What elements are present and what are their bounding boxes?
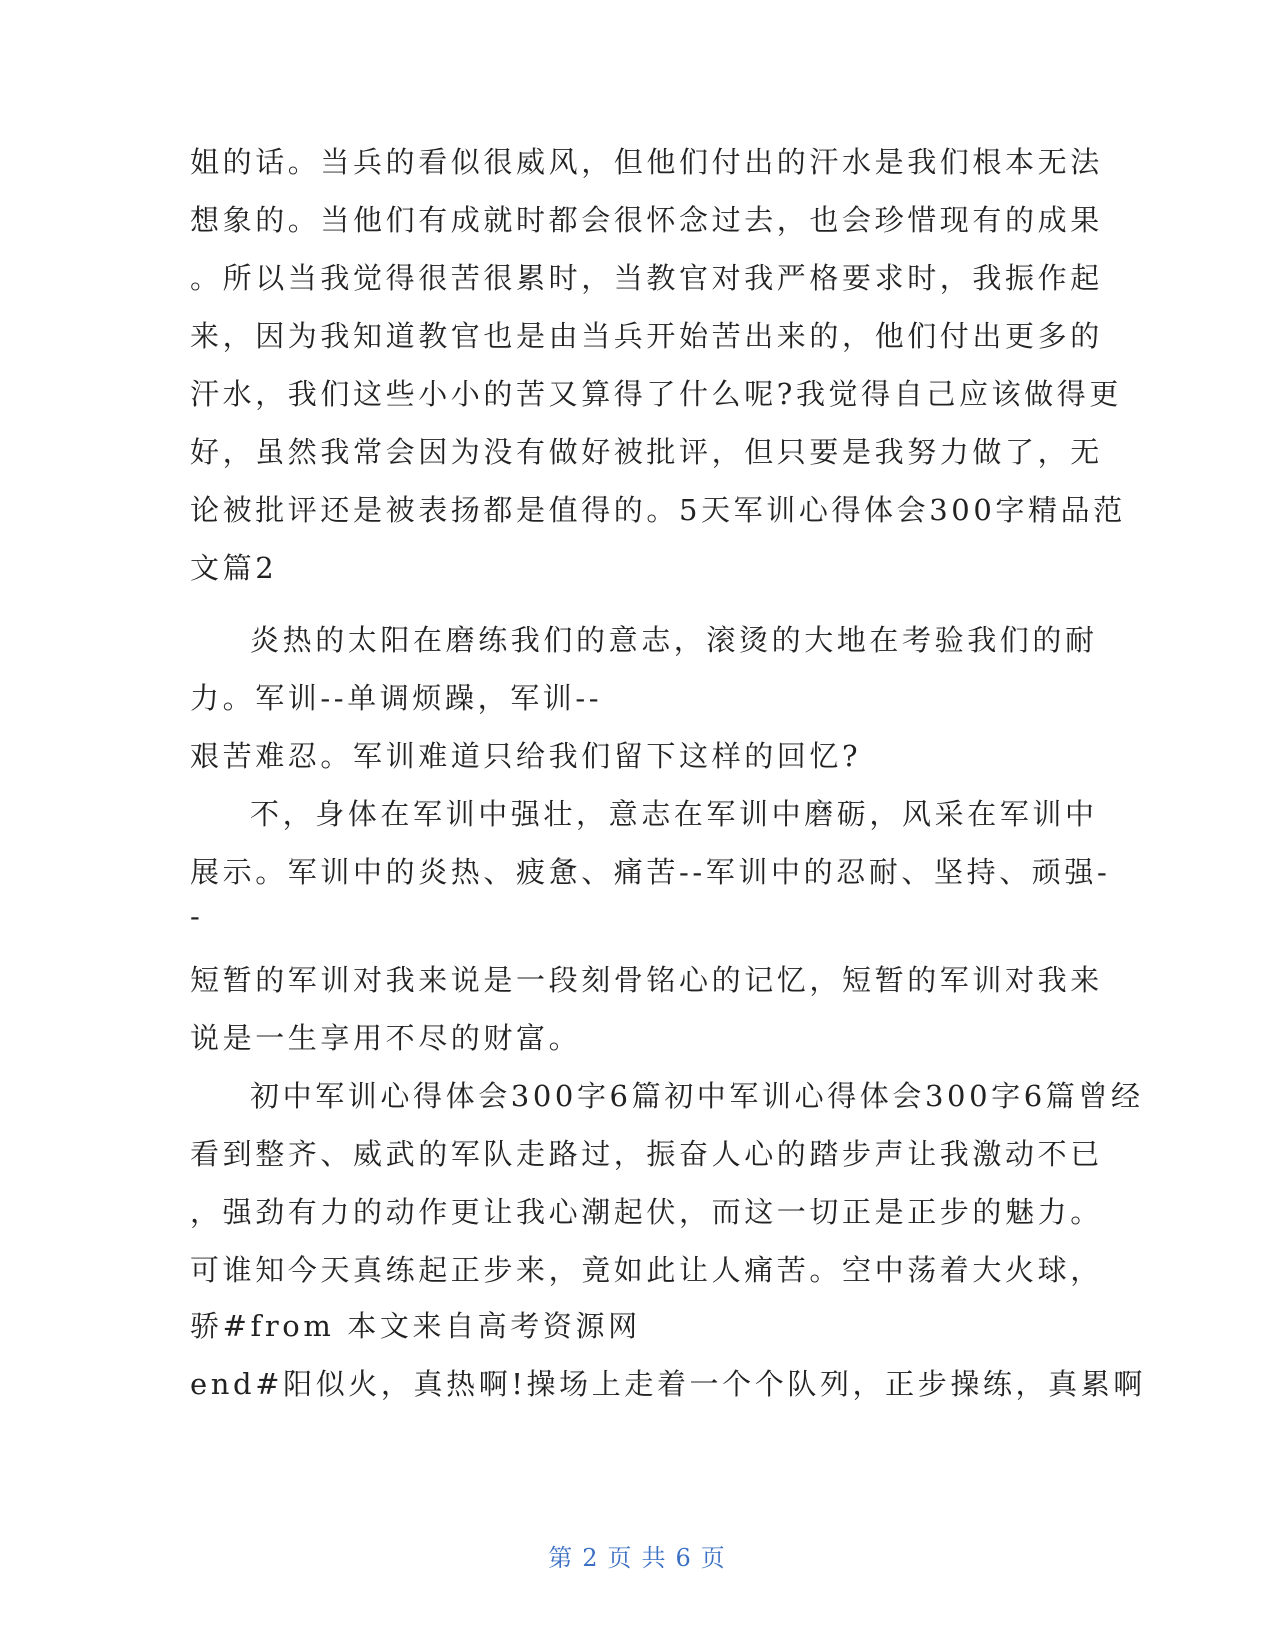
text-line: 骄#from 本文来自高考资源网 [190,1309,641,1343]
text-line: end#阳似火，真热啊!操场上走着一个个队列，正步操练，真累啊 [190,1367,1146,1401]
text-line: - [190,899,204,933]
text-line: 文篇2 [190,551,278,585]
text-line: ，强劲有力的动作更让我心潮起伏，而这一切正是正步的魅力。 [190,1195,1103,1229]
footer-total-label: 共 [641,1544,668,1572]
text-line: 看到整齐、威武的军队走路过，振奋人心的踏步声让我激动不已 [190,1137,1103,1171]
text-line: 展示。军训中的炎热、疲惫、痛苦--军训中的忍耐、坚持、顽强- [190,855,1111,889]
footer-total-unit: 页 [700,1544,727,1572]
text-line: 。所以当我觉得很苦很累时，当教官对我严格要求时，我振作起 [190,261,1103,295]
text-line: 想象的。当他们有成就时都会很怀念过去，也会珍惜现有的成果 [190,203,1103,237]
text-line: 短暂的军训对我来说是一段刻骨铭心的记忆，短暂的军训对我来 [190,963,1103,997]
footer-total-pages: 6 [675,1544,693,1572]
text-line: 力。军训--单调烦躁，军训-- [190,681,603,715]
paragraph-first-line: 炎热的太阳在磨练我们的意志，滚烫的大地在考验我们的耐 [250,623,1098,657]
footer-current-page: 2 [582,1544,600,1572]
text-line: 论被批评还是被表扬都是值得的。5天军训心得体会300字精品范 [190,493,1126,527]
text-line: 汗水，我们这些小小的苦又算得了什么呢?我觉得自己应该做得更 [190,377,1122,411]
text-line: 艰苦难忍。军训难道只给我们留下这样的回忆? [190,739,862,773]
paragraph-first-line: 不，身体在军训中强壮，意志在军训中磨砺，风采在军训中 [250,797,1098,831]
text-line: 说是一生享用不尽的财富。 [190,1021,582,1055]
footer-page-label: 第 [548,1544,575,1572]
text-line: 好，虽然我常会因为没有做好被批评，但只要是我努力做了，无 [190,435,1103,469]
paragraph-first-line: 初中军训心得体会300字6篇初中军训心得体会300字6篇曾经 [250,1079,1144,1113]
text-line: 来，因为我知道教官也是由当兵开始苦出来的，他们付出更多的 [190,319,1103,353]
footer-page-unit: 页 [607,1544,634,1572]
page-number-footer [0,1538,1275,1573]
text-line: 可谁知今天真练起正步来，竟如此让人痛苦。空中荡着大火球， [190,1253,1103,1287]
text-line: 姐的话。当兵的看似很威风，但他们付出的汗水是我们根本无法 [190,145,1103,179]
